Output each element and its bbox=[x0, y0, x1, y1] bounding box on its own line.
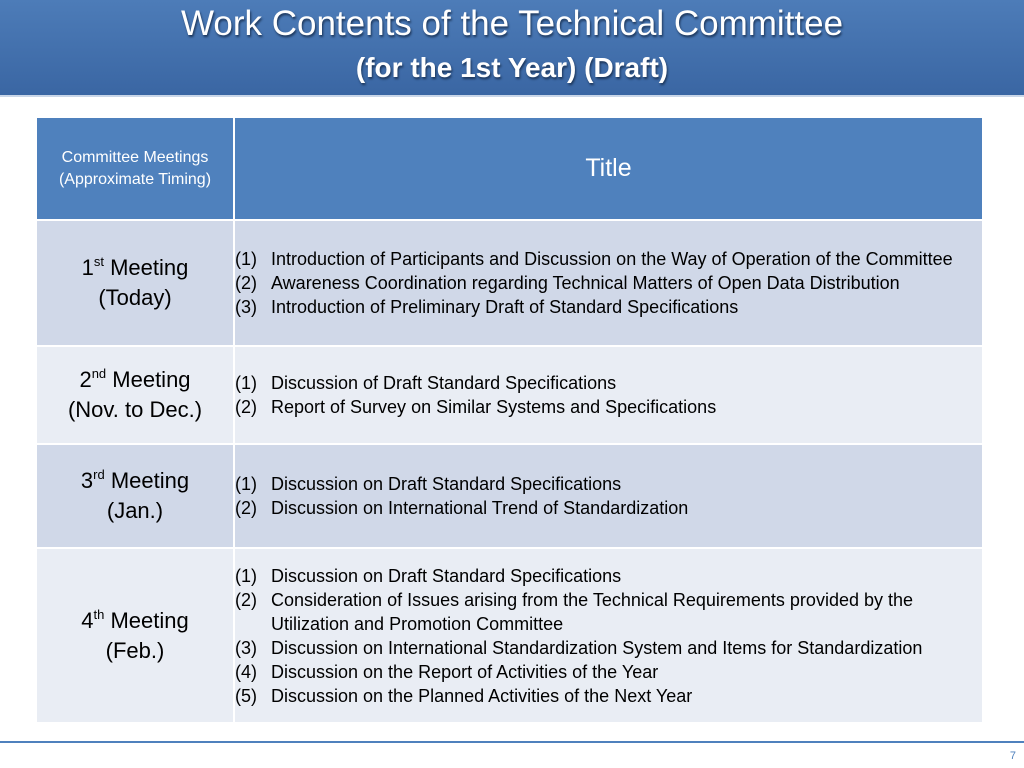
meeting-timing: (Nov. to Dec.) bbox=[67, 397, 203, 422]
table-row bbox=[37, 220, 982, 346]
agenda-item-number: (3) bbox=[235, 297, 257, 317]
agenda-list bbox=[235, 247, 982, 319]
agenda-item-number: (1) bbox=[235, 373, 257, 393]
meeting-ordinal-suffix: rd bbox=[93, 466, 105, 482]
agenda-cell bbox=[234, 444, 982, 548]
meeting-word: Meeting bbox=[103, 255, 189, 280]
meeting-ordinal-suffix: nd bbox=[91, 365, 107, 381]
table-row bbox=[37, 548, 982, 722]
agenda-item-number: (1) bbox=[235, 565, 257, 586]
meeting-timing: (Today) bbox=[98, 285, 172, 310]
meeting-name bbox=[37, 606, 233, 636]
agenda-item-number: (1) bbox=[235, 474, 257, 494]
agenda-item-text: Discussion on the Report of Activities of the Year bbox=[271, 661, 659, 682]
meeting-timing: (Feb.) bbox=[105, 637, 165, 663]
agenda-item bbox=[235, 684, 982, 708]
agenda-item-number: (3) bbox=[235, 637, 257, 658]
agenda-item-number: (5) bbox=[235, 685, 257, 706]
meeting-ordinal: 1 bbox=[81, 255, 94, 280]
column-header-title: Title bbox=[234, 118, 982, 220]
agenda-item bbox=[235, 588, 982, 636]
table-header-row bbox=[37, 118, 982, 220]
meeting-cell bbox=[37, 444, 234, 548]
agenda-item-number: (2) bbox=[235, 273, 257, 293]
agenda-list bbox=[235, 371, 982, 419]
agenda-item-number: (1) bbox=[235, 249, 257, 269]
agenda-item bbox=[235, 636, 982, 660]
meeting-cell bbox=[37, 346, 234, 444]
agenda-item-text: Introduction of Preliminary Draft of Standard Specifications bbox=[271, 297, 739, 317]
agenda-item bbox=[235, 496, 982, 520]
meeting-cell bbox=[37, 220, 234, 346]
column-header-meetings-line2: (Approximate Timing) bbox=[58, 170, 212, 188]
slide-header bbox=[0, 0, 1024, 97]
agenda-item-text: Discussion on the Planned Activities of the Next Year bbox=[271, 685, 693, 706]
agenda-cell bbox=[234, 220, 982, 346]
meeting-name bbox=[37, 253, 233, 283]
agenda-item bbox=[235, 271, 982, 295]
table-row bbox=[37, 346, 982, 444]
meeting-name bbox=[37, 365, 233, 395]
agenda-item-text: Awareness Coordination regarding Technical Matters of Open Data Distribution bbox=[271, 273, 900, 293]
agenda-item-text: Discussion on International Standardization System and Items for Standardization bbox=[271, 637, 923, 658]
meeting-ordinal: 4 bbox=[81, 607, 94, 633]
slide-subtitle: (for the 1st Year) (Draft) bbox=[355, 52, 669, 83]
meeting-ordinal-suffix: st bbox=[93, 253, 104, 269]
agenda-item bbox=[235, 295, 982, 319]
agenda-item-text: Consideration of Issues arising from the Technical Requirements provided by the Utilization and Promotion Committee bbox=[271, 589, 914, 634]
meeting-word: Meeting bbox=[106, 367, 191, 392]
meetings-table bbox=[37, 118, 982, 722]
agenda-item bbox=[235, 371, 982, 395]
agenda-item bbox=[235, 395, 982, 419]
agenda-item bbox=[235, 247, 982, 271]
agenda-item-number: (2) bbox=[235, 397, 257, 417]
agenda-cell bbox=[234, 346, 982, 444]
slide-title: Work Contents of the Technical Committee bbox=[180, 4, 844, 43]
footer-divider bbox=[0, 741, 1024, 743]
meeting-ordinal: 3 bbox=[80, 468, 94, 493]
agenda-item-text: Introduction of Participants and Discussion on the Way of Operation of the Committee bbox=[271, 249, 953, 269]
agenda-item-text: Discussion of Draft Standard Specifications bbox=[271, 373, 617, 393]
column-header-meetings-line1: Committee Meetings bbox=[61, 148, 209, 166]
agenda-item-number: (2) bbox=[235, 589, 257, 610]
meeting-cell bbox=[37, 548, 234, 722]
agenda-cell bbox=[234, 548, 982, 722]
agenda-list bbox=[235, 472, 982, 520]
meeting-word: Meeting bbox=[104, 468, 190, 493]
agenda-item-number: (4) bbox=[235, 661, 257, 682]
page-number: 7 bbox=[1009, 750, 1016, 762]
agenda-item bbox=[235, 472, 982, 496]
agenda-item-text: Discussion on Draft Standard Specifications bbox=[271, 565, 622, 586]
meeting-ordinal-suffix: th bbox=[93, 606, 105, 622]
table-body bbox=[37, 220, 982, 722]
meeting-word: Meeting bbox=[104, 607, 189, 633]
meeting-ordinal: 2 bbox=[79, 367, 92, 392]
agenda-item bbox=[235, 564, 982, 588]
agenda-item bbox=[235, 660, 982, 684]
column-header-meetings bbox=[37, 118, 234, 220]
agenda-item-number: (2) bbox=[235, 498, 257, 518]
agenda-item-text: Report of Survey on Similar Systems and Specifications bbox=[271, 397, 717, 417]
agenda-list bbox=[235, 564, 982, 708]
meeting-timing: (Jan.) bbox=[106, 498, 164, 523]
agenda-item-text: Discussion on Draft Standard Specifications bbox=[271, 474, 622, 494]
table-row bbox=[37, 444, 982, 548]
agenda-item-text: Discussion on International Trend of Standardization bbox=[271, 498, 689, 518]
meeting-name bbox=[37, 466, 233, 496]
